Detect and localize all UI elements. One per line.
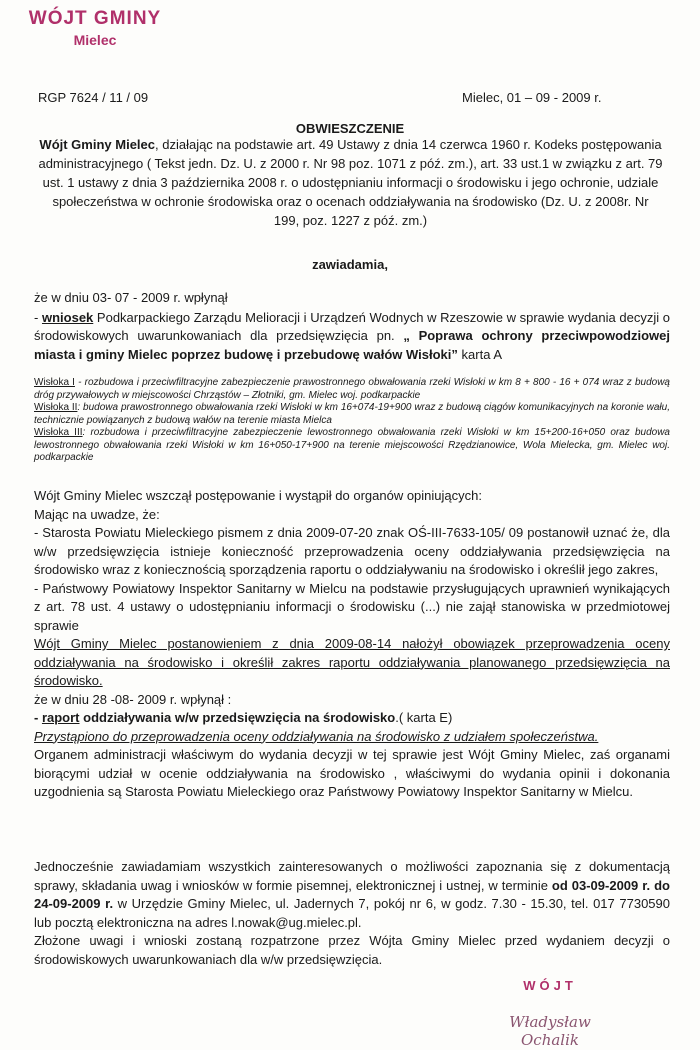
stamp-title: WÓJT: [523, 978, 577, 993]
closing-paragraph: Złożone uwagi i wnioski zostaną rozpatrzone przez Wójta Gminy Mielec przed wydaniem decyzji o środowiskowych uwarunkowaniach dla w/w przedsięwzięcia.: [34, 933, 670, 967]
bullet-starosta: - Starosta Powiatu Mieleckiego pismem z dnia 2009-07-20 znak OŚ-III-7633-105/ 09 postanowił uznać że, dla w/w przedsięwzięcia istnieje konieczność przeprowadzenia oceny oddziaływania przedsięwzięcia na środowisko wraz z koniecznością sporządzenia raportu o oddziaływaniu na środowisko i określił jego zakres,: [34, 525, 670, 577]
section-proceedings: [34, 487, 670, 802]
wisloka-3: Wisłoka III: rozbudowa i przeciwfiltracyjne zabezpieczenie lewostronnego obwałowania rzeki Wisłoki w km 15+200-16+050 oraz budowa lewostronnego obwałowania rzeki Wisłoki w km 16+050-17+900 na terenie miejscowości Rzędzianowice, Wola Mielecka, gm. Mielec woj. podkarpackie: [34, 427, 670, 463]
signature-stamp: [480, 978, 620, 1049]
stamp-line-2: Mielec: [73, 32, 117, 48]
intro-text: , działając na podstawie art. 49 Ustawy z dnia 14 czerwca 1960 r. Kodeks postępowania administracyjnego ( Tekst jedn. Dz. U. z 2000 r. Nr 98 poz. 1071 z póź. zm.), art. 33 ust.1 w związku z art. 79 ust. 1 ustawy z dnia 3 października 2008 r. o udostępnianiu informacji o środowisku i jego ochronie, udziale społeczeństwa w ochronie środowiska oraz o ocenach oddziaływania na środowisko (Dz. U. z 2008r. Nr 199, poz. 1227 z póź. zm.): [38, 137, 663, 228]
proceedings-started: Wójt Gminy Mielec wszczął postępowanie i wystąpił do organów opiniujących:: [34, 488, 482, 503]
considering-line: Mając na uwadze, że:: [34, 506, 160, 522]
bullet-sanepid: - Państwowy Powiatowy Inspektor Sanitarny w Mielcu na podstawie przysługujących uprawnień wynikających z art. 78 ust. 4 ustawy o udostępnianiu informacji o środowisku (...) nie zajął stanowiska w przedmiotowej sprawie: [34, 580, 670, 633]
intro-authority: Wójt Gminy Mielec: [39, 137, 155, 152]
consultation-period: od 03-09-2009 r. do 24-09-2009 r.: [34, 877, 670, 911]
authority-paragraph: Organem administracji właściwym do wydania decyzji w tej sprawie jest Wójt Gminy Mielec, zaś organami biorącymi udział w ocenie oddziaływania na środowisko , właściwymi do wydania opinii i dokonania uzgodnienia są Starosta Powiatu Mieleckiego oraz Państwowy Powiatowy Inspektor Sanitarny w Mielcu.: [34, 747, 670, 799]
wisloka-2: Wisłoka II: budowa prawostronnego obwałowania rzeki Wisłoki w km 16+074-19+900 wraz z budową ciągów komunikacyjnych na koronie wału, technicznie powiązanych z budową wałów na terenie miasta Mielca: [34, 402, 670, 426]
wisloka-sections: [34, 377, 670, 465]
received-line-2: że w dniu 28 -08- 2009 r. wpłynął :: [34, 691, 232, 707]
reference-number: RGP 7624 / 11 / 09: [38, 90, 149, 105]
municipality-stamp: [20, 8, 170, 48]
decision-paragraph: Wójt Gminy Mielec postanowieniem z dnia 2009-08-14 nałożył obowiązek przeprowadzenia oceny oddziaływania na środowisko i określił zakres raportu oddziaływania planowanego przedsięwzięcia na środowisko.: [34, 636, 670, 688]
announcement-verb: zawiadamia,: [312, 257, 388, 272]
assessment-started: Przystąpiono do przeprowadzenia oceny oddziaływania na środowisko z udziałem społeczeństwa.: [34, 728, 599, 744]
report-word: raport: [41, 710, 80, 725]
section-application: [34, 289, 670, 364]
document-date: Mielec, 01 – 09 - 2009 r.: [462, 90, 602, 105]
report-line: - raport oddziaływania w/w przedsięwzięcia na środowisko.( karta E): [34, 710, 453, 725]
project-name: „ Poprawa ochrony przeciwpowodziowej miasta i gminy Mielec poprzez budowę i przebudowę wałów Wisłoki”: [34, 328, 670, 362]
wisloka-1: Wisłoka I - rozbudowa i przeciwfiltracyjne zabezpieczenie prawostronnego obwałowania rzeki Wisłoki w km 8 + 800 - 16 + 074 wraz z budową dróg przywałowych w miejscowości Chrząstów – Złotniki, gm. Mielec woj. podkarpackie: [34, 377, 670, 401]
intro-paragraph: [38, 135, 663, 230]
section-notice: [34, 858, 670, 969]
document-title: OBWIESZCZENIE: [295, 121, 405, 136]
application-word: wniosek: [41, 309, 94, 325]
stamp-line-1: WÓJT GMINY: [28, 8, 162, 29]
application-paragraph: - wniosek Podkarpackiego Zarządu Melioracji i Urządzeń Wodnych w Rzeszowie w sprawie wydania decyzji o środowiskowych uwarunkowaniach dla przedsięwzięcia pn. „ Poprawa ochrony przeciwpowodziowej miasta i gminy Mielec poprzez budowę i przebudowę wałów Wisłoki” karta A: [34, 309, 671, 362]
consultation-paragraph: Jednocześnie zawiadamiam wszystkich zainteresowanych o możliwości zapoznania się z dokumentacją sprawy, składania uwag i wniosków w formie pisemnej, elektronicznej i ustnej, w terminie od 03-09-2009 r. do 24-09-2009 r. w Urzędzie Gminy Mielec, ul. Jadernych 7, pokój nr 6, w godz. 7.30 - 15.30, tel. 017 7730590 lub pocztą elektroniczna na adres l.nowak@ug.mielec.pl.: [34, 859, 670, 930]
received-line-1: że w dniu 03- 07 - 2009 r. wpłynął: [34, 290, 228, 305]
handwritten-signature: Władysław Ochalik: [509, 1013, 591, 1049]
